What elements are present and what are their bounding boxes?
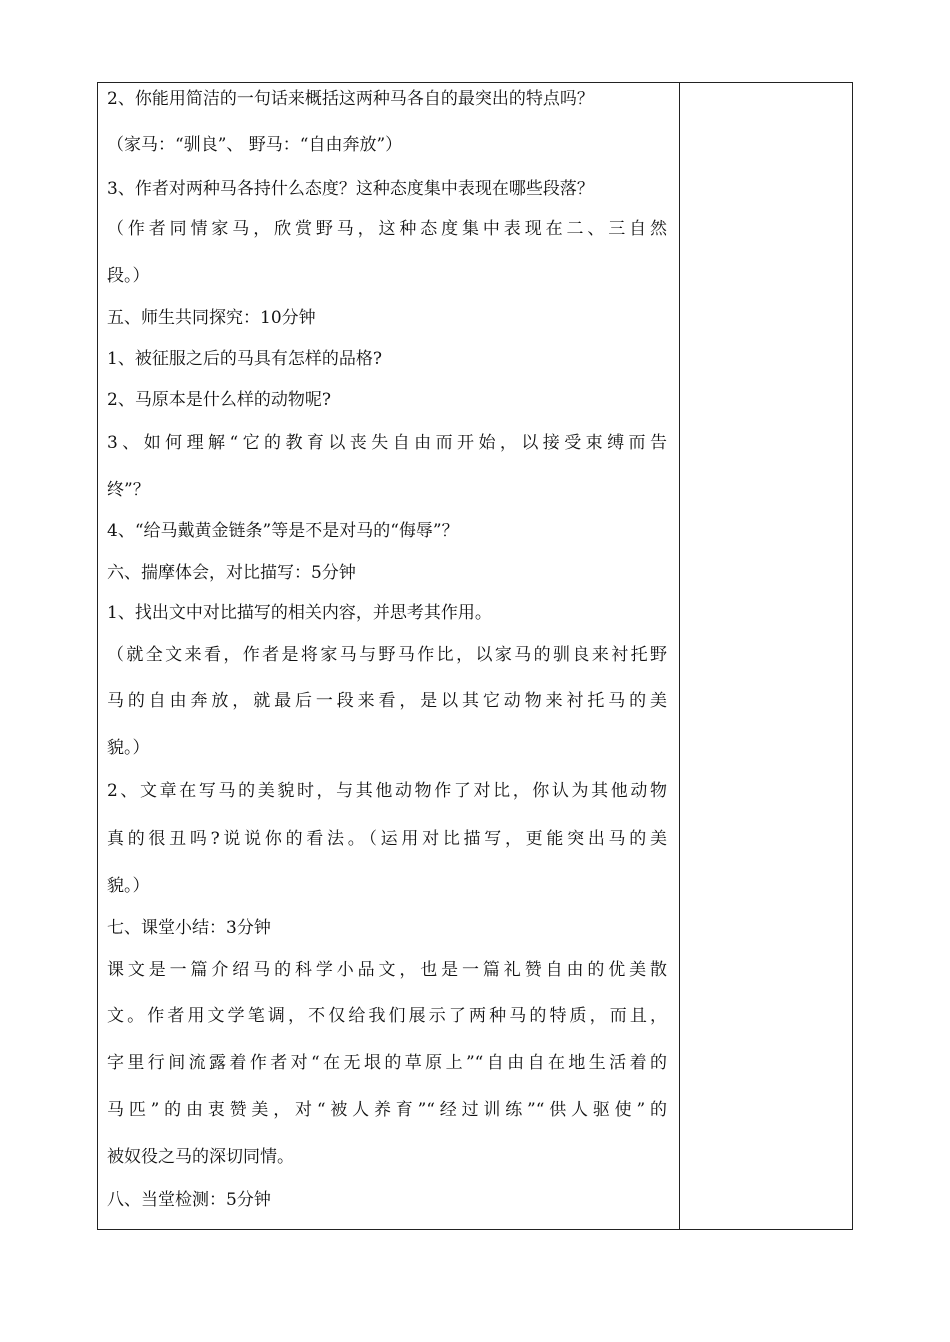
section-heading: 五、师生共同探究：10分钟 [107, 308, 316, 328]
lesson-table [97, 82, 853, 1230]
text-line: 2、马原本是什么样的动物呢? [107, 390, 331, 410]
text-line: 字里行间流露着作者对“在无垠的草原上”“自由自在地生活着的 [107, 1053, 667, 1073]
text-line: 真的很丑吗?说说你的看法。（运用对比描写，更能突出马的美 [107, 829, 667, 849]
notes-cell [681, 83, 852, 1229]
lesson-content-cell [98, 83, 679, 1229]
text-line: 课文是一篇介绍马的科学小品文，也是一篇礼赞自由的优美散 [107, 960, 667, 980]
text-line: 2、你能用简洁的一句话来概括这两种马各自的最突出的特点吗？ [107, 89, 594, 109]
column-divider [679, 83, 680, 1229]
text-line: （就全文来看，作者是将家马与野马作比，以家马的驯良来衬托野 [107, 645, 667, 665]
text-line: 3、如何理解“它的教育以丧失自由而开始，以接受束缚而告 [107, 433, 667, 453]
text-line: 文。作者用文学笔调，不仅给我们展示了两种马的特质，而且， [107, 1006, 667, 1026]
text-line: 被奴役之马的深切同情。 [107, 1147, 294, 1167]
text-line: 马的自由奔放，就最后一段来看，是以其它动物来衬托马的美 [107, 691, 667, 711]
text-line: 1、找出文中对比描写的相关内容，并思考其作用。 [107, 603, 492, 623]
text-line: 貌。） [107, 738, 150, 758]
text-line: 2、文章在写马的美貌时，与其他动物作了对比，你认为其他动物 [107, 781, 667, 801]
text-line: 1、被征服之后的马具有怎样的品格? [107, 349, 382, 369]
text-line: 马匹”的由衷赞美，对“被人养育”“经过训练”“供人驱使”的 [107, 1100, 667, 1120]
section-heading: 八、当堂检测：5分钟 [107, 1190, 271, 1210]
text-line: （作者同情家马，欣赏野马，这种态度集中表现在二、三自然 [107, 219, 667, 239]
text-line: 段。） [107, 266, 150, 286]
section-heading: 六、揣摩体会，对比描写：5分钟 [107, 563, 356, 583]
text-line: （家马：“驯良”、 野马：“自由奔放”） [107, 135, 403, 155]
text-line: 貌。） [107, 876, 150, 896]
text-line: 4、“给马戴黄金链条”等是不是对马的“侮辱”？ [107, 521, 459, 541]
text-line: 终”？ [107, 480, 150, 500]
section-heading: 七、课堂小结：3分钟 [107, 918, 271, 938]
text-line: 3、作者对两种马各持什么态度？这种态度集中表现在哪些段落？ [107, 179, 594, 199]
